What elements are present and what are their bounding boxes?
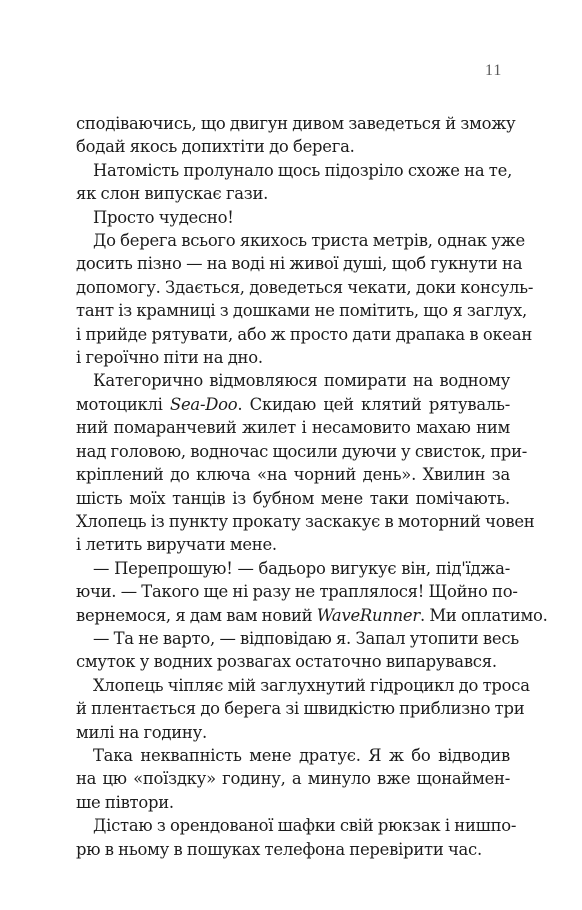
brand-name-italic: Sea-Doo [170,394,238,414]
text-line [76,393,510,416]
text-fragment: . Ми оплатимо. [419,605,548,625]
text-line: Хлопець чіпляє мій заглухнутий гідроцикл до троса [93,675,530,695]
page-number: 11 [485,62,503,79]
text-line: як слон випускає гази. [76,184,269,204]
text-line: шість моїх танців із бубном мене таки помічають. [76,488,510,508]
text-line: бодай якось допихтіти до берега. [76,137,355,157]
text-fragment: мотоциклі [76,394,170,414]
text-line: милі на годину. [76,722,207,742]
text-line: сподіваючись, що двигун дивом заведеться й зможу [76,114,516,133]
text-fragment: . Скидаю цей клятий рятуваль- [237,394,510,414]
text-line: рю в ньому в пошуках телефона перевірити час. [76,839,482,859]
text-line: на цю «поїздку» годину, а минуло вже щонаймен- [76,769,510,789]
text-line: над головою, водночас щосили дуючи у свисток, при- [76,441,528,461]
text-line: Категорично відмовляюся помирати на водному [93,371,510,391]
text-line: Така неквапність мене дратує. Я ж бо відводив [93,745,510,765]
text-line: і героїчно піти на дно. [76,348,263,368]
text-line: ний помаранчевий жилет і несамовито махаю ним [76,418,510,438]
text-line: тант із крамниці з дошками не помітить, що я заглух, [76,301,527,321]
text-line: До берега всього якихось триста метрів, однак уже [93,231,525,251]
text-line: Просто чудесно! [93,207,234,227]
text-line: ше півтори. [76,792,174,812]
text-line: і летить виручати мене. [76,535,277,555]
text-line: досить пізно — на воді ні живої душі, щоб гукнути на [76,254,523,274]
text-line: смуток у водних розвагах остаточно випарувався. [76,652,497,672]
brand-name-italic: WaveRunner [316,605,420,625]
text-line: Хлопець із пункту прокату заскакує в моторний човен [76,511,535,531]
text-line: кріплений до ключа «на чорний день». Хвилин за [76,465,510,485]
text-line: допомогу. Здається, доведеться чекати, доки консуль- [76,277,534,297]
text-line: і прийде рятувати, або ж просто дати драпака в океан [76,324,533,344]
text-line [76,604,548,627]
text-line: — Перепрошую! — бадьоро вигукує він, під'їджа- [93,558,510,578]
text-line: й плентається до берега зі швидкістю приблизно три [76,699,525,719]
text-line: ючи. — Такого ще ні разу не траплялося! Щойно по- [76,582,518,602]
text-fragment: вернемося, я дам вам новий [76,605,317,625]
text-line: Натомість пролунало щось підозріло схоже на те, [93,160,513,180]
text-line: Дістаю з орендованої шафки свій рюкзак і нишпо- [93,816,517,836]
text-line: — Та не варто, — відповідаю я. Запал утопити весь [93,628,519,648]
page-body-text [76,112,548,861]
